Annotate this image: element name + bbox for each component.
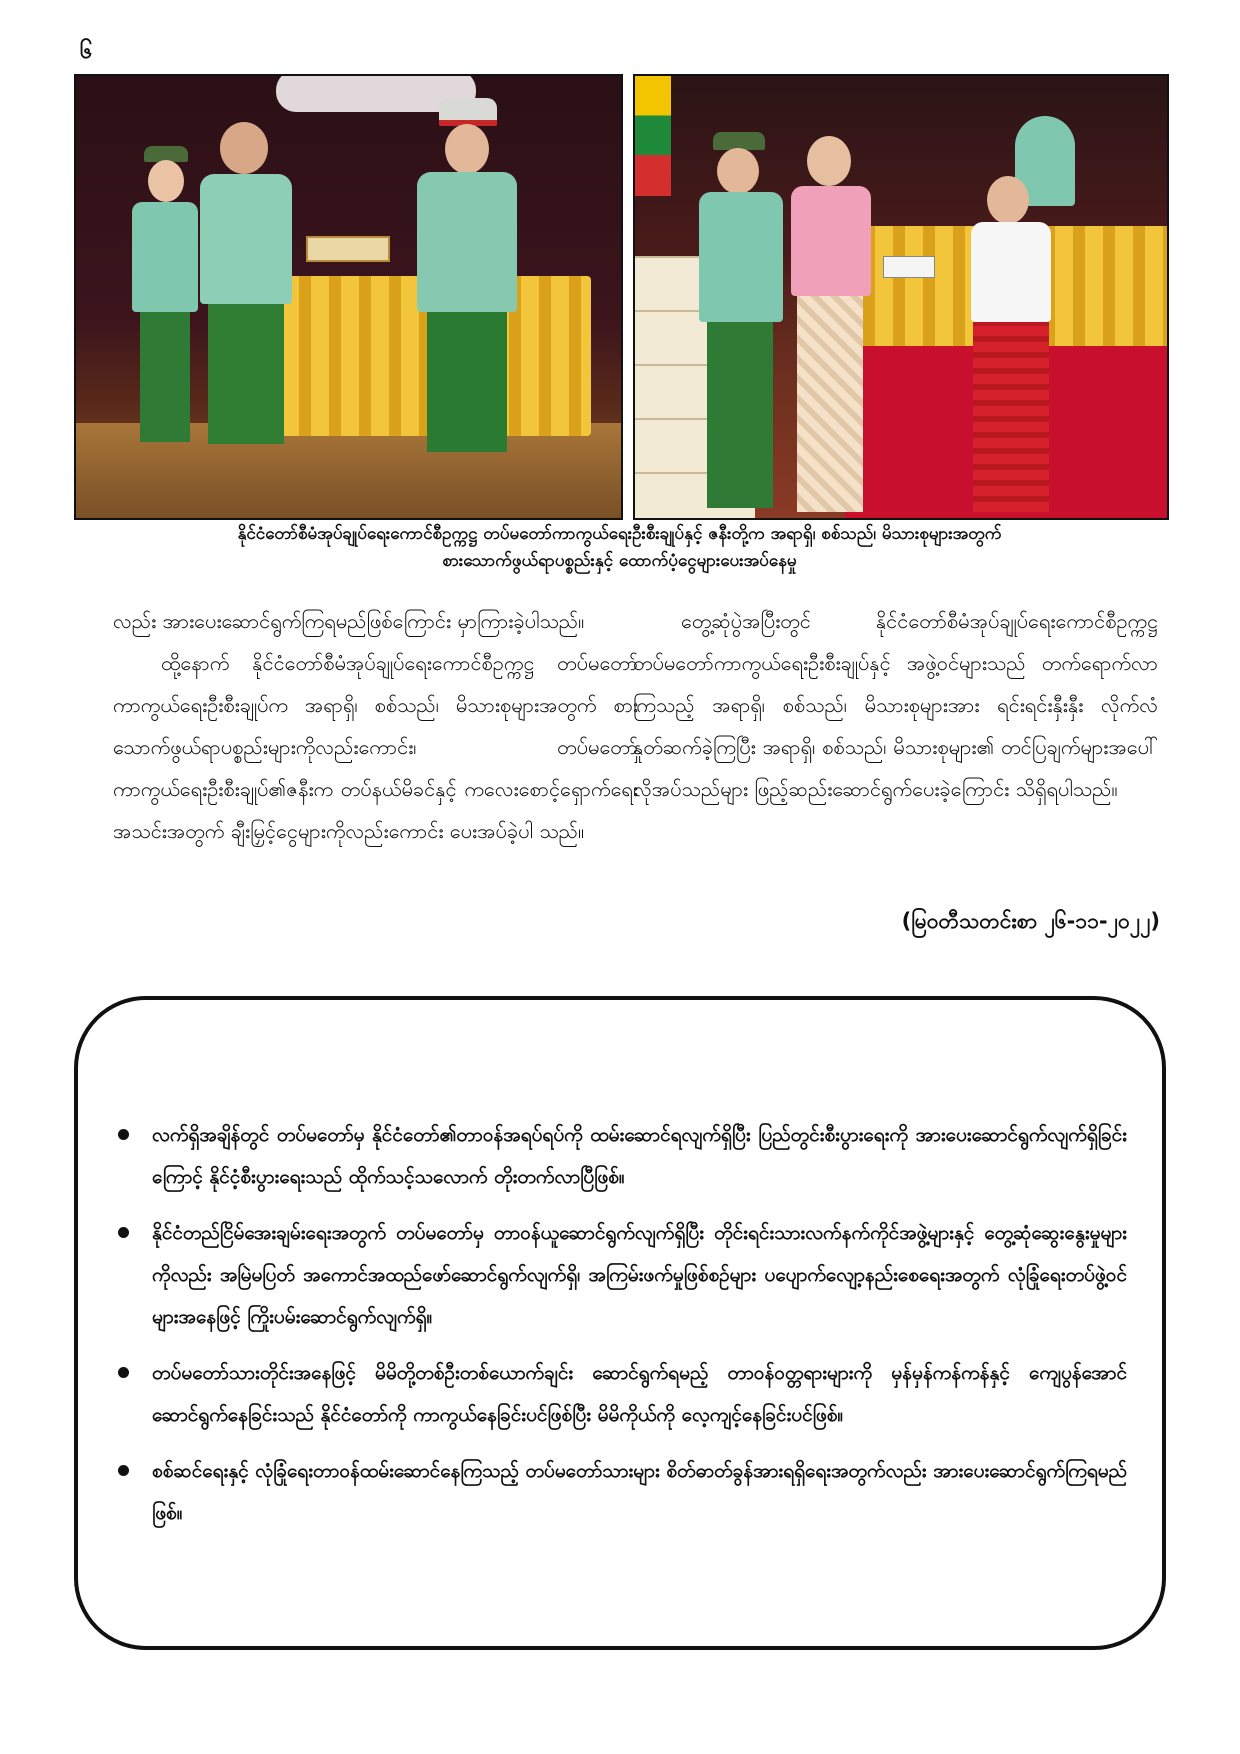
highlight-item: လက်ရှိအချိန်တွင် တပ်မတော်မှ နိုင်ငံတော်၏တာဝန်အရပ်ရပ်ကို ထမ်းဆောင်ရလျက်ရှိပြီး ပြည်တွင်းစီးပွားရေးကို အားပေးဆောင်ရွက်လျက်ရှိခြင်းကြောင့် နိုင်ငံ့စီးပွားရေးသည် ထိုက်သင့်သလောက် တိုးတက်လာပြီဖြစ်။ (112, 1114, 1127, 1198)
bullet-icon (118, 1227, 129, 1238)
ceremony-photo-right (633, 74, 1169, 520)
page-number: ၆ (80, 39, 93, 64)
article-paragraph: ထို့နောက် နိုင်ငံတော်စီမံအုပ်ချုပ်ရေးကောင်စီဥက္ကဋ္ဌ တပ်မတော်ကာကွယ်ရေးဦးစီးချုပ်က အရာရှိ၊ စစ်သည်၊ မိသားစုများအတွက် စားသောက်ဖွယ်ရာပစ္စည်းများကိုလည်းကောင်း၊ တပ်မတော်ကာကွယ်ရေးဦးစီးချုပ်၏ဇနီးက တပ်နယ်မိခင်နှင့် ကလေးစောင့်ရှောက်ရေးအသင်းအတွက် ချီးမြှင့်ငွေများကိုလည်းကောင်း ပေးအပ်ခဲ့ပါ သည်။ (113, 651, 638, 843)
article-column-right (633, 600, 1158, 810)
article-paragraph: လည်း အားပေးဆောင်ရွက်ကြရမည်ဖြစ်ကြောင်း မှာကြားခဲ့ပါသည်။ (113, 609, 585, 633)
article-column-left (113, 600, 638, 852)
gift-envelope (883, 256, 935, 278)
photo-caption (74, 521, 1165, 575)
bullet-icon (118, 1367, 129, 1378)
highlight-item: တပ်မတော်သားတိုင်းအနေဖြင့် မိမိတို့တစ်ဦးတစ်ယောက်ချင်း ဆောင်ရွက်ရမည့် တာဝန်ဝတ္တရားများကို မှန်မှန်ကန်ကန်နှင့် ကျေပွန်အောင် ဆောင်ရွက်နေခြင်းသည် နိုင်ငံတော်ကို ကာကွယ်နေခြင်းပင်ဖြစ်ပြီး မိမိကိုယ်ကို လေ့ကျင့်နေခြင်းပင်ဖြစ်။ (112, 1352, 1127, 1436)
caption-line-1: နိုင်ငံတော်စီမံအုပ်ချုပ်ရေးကောင်စီဥက္ကဋ္ဌ တပ်မတော်ကာကွယ်ရေးဦးစီးချုပ်နှင့် ဇနီးတို့က အရာရှိ၊ စစ်သည်၊ မိသားစုများအတွက် (237, 524, 1002, 544)
ceremony-photo-left (74, 74, 623, 520)
gift-box (306, 236, 390, 262)
woman-figure (965, 176, 1055, 516)
caption-line-2: စားသောက်ဖွယ်ရာပစ္စည်းနှင့် ထောက်ပံ့ငွေများပေးအပ်နေမှု (442, 551, 797, 571)
article-paragraph: တွေ့ဆုံပွဲအပြီးတွင် နိုင်ငံတော်စီမံအုပ်ချုပ်ရေးကောင်စီဥက္ကဋ္ဌ တပ်မတော်ကာကွယ်ရေးဦးစီးချုပ်နှင့် အဖွဲ့ဝင်များသည် တက်ရောက်လာကြသည့် အရာရှိ၊ စစ်သည်၊ မိသားစုများအား ရင်းရင်းနှီးနှီး လိုက်လံနှုတ်ဆက်ခဲ့ကြပြီး အရာရှိ၊ စစ်သည်၊ မိသားစုများ၏ တင်ပြချက်များအပေါ် လိုအပ်သည်များ ဖြည့်ဆည်းဆောင်ရွက်ပေးခဲ့ကြောင်း သိရှိရပါသည်။ (633, 609, 1158, 801)
woman-figure (785, 136, 875, 516)
officer-figure (128, 146, 200, 446)
bullet-icon (118, 1129, 129, 1140)
highlight-item: နိုင်ငံတည်ငြိမ်အေးချမ်းရေးအတွက် တပ်မတော်မှ တာဝန်ယူဆောင်ရွက်လျက်ရှိပြီး တိုင်းရင်းသားလက်နက်ကိုင်အဖွဲ့များနှင့် တွေ့ဆုံဆွေးနွေးမှုများကိုလည်း အမြဲမပြတ် အကောင်အထည်ဖော်ဆောင်ရွက်လျက်ရှိ၊ အကြမ်းဖက်မှုဖြစ်စဉ်များ ပပျောက်လျော့နည်းစေရေးအတွက် လုံခြုံရေးတပ်ဖွဲ့ဝင်များအနေဖြင့် ကြိုးပမ်းဆောင်ရွက်လျက်ရှိ။ (112, 1212, 1127, 1338)
article-source: (မြဝတီသတင်းစာ ၂၆-၁၁-၂၀၂၂) (901, 909, 1160, 933)
highlight-item: စစ်ဆင်ရေးနှင့် လုံခြုံရေးတာဝန်ထမ်းဆောင်နေကြသည့် တပ်မတော်သားများ စိတ်ဓာတ်ခွန်အားရရှိရေးအတွက်လည်း အားပေးဆောင်ရွက်ကြရမည်ဖြစ်။ (112, 1450, 1127, 1534)
officer-figure (194, 122, 294, 452)
highlights-list (112, 1114, 1127, 1548)
officer-figure (695, 132, 785, 512)
flag-stripes (635, 76, 671, 196)
officer-figure (411, 98, 521, 454)
bullet-icon (118, 1465, 129, 1476)
